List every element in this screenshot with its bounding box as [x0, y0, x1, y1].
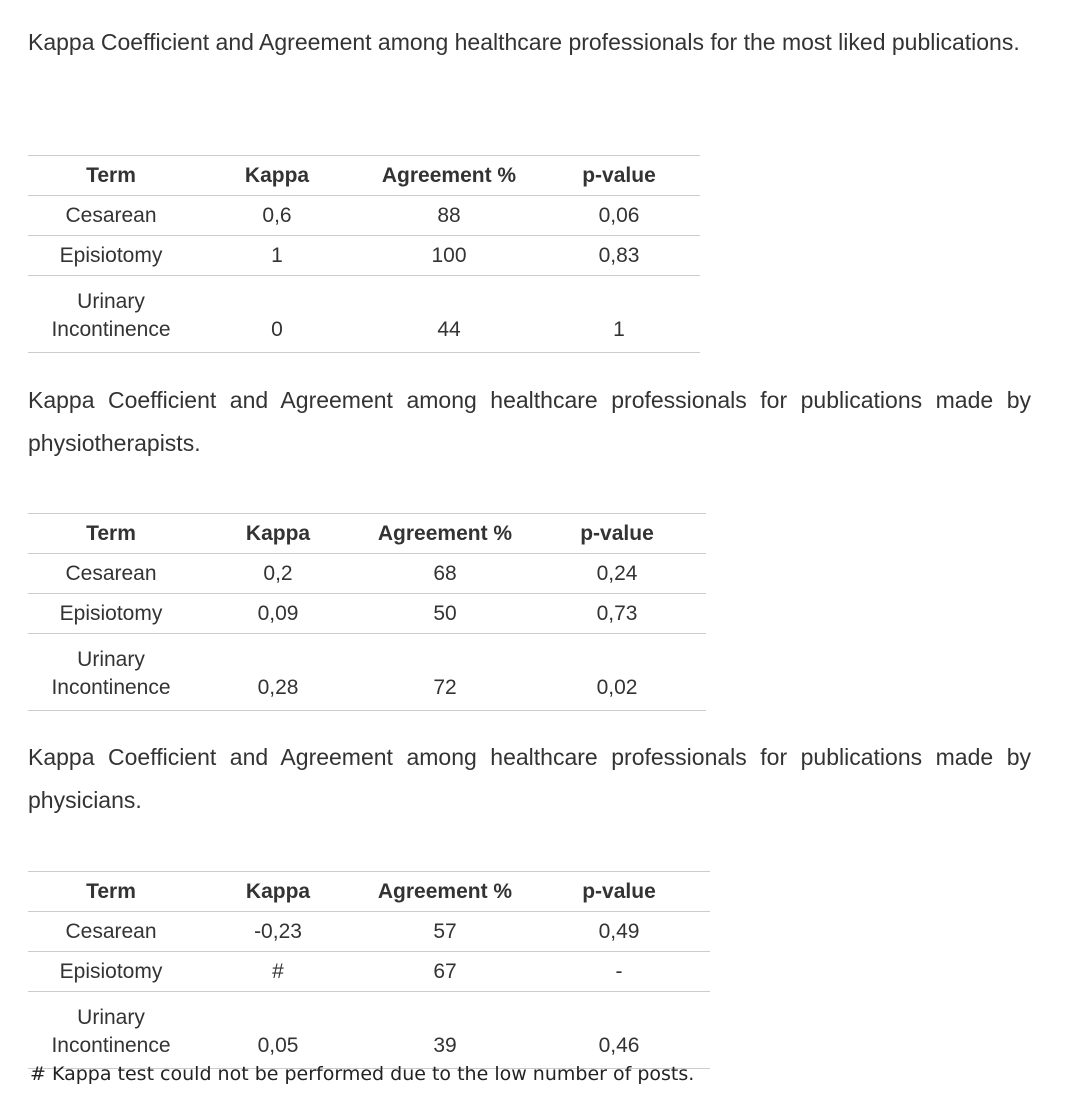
table-row: [28, 554, 706, 594]
cell-term: Episiotomy: [28, 594, 194, 634]
table-row: [28, 912, 710, 952]
cell-term: [28, 276, 194, 353]
cell-term: [28, 992, 194, 1069]
cell-kappa: #: [194, 952, 362, 992]
term-line-2: Incontinence: [51, 1034, 171, 1057]
table-row: [28, 276, 700, 353]
cell-pvalue: 0,49: [528, 912, 710, 952]
header-pvalue: p-value: [538, 156, 700, 196]
cell-pvalue: 0,46: [528, 992, 710, 1069]
header-agreement: Agreement %: [360, 156, 538, 196]
cell-kappa: 0,05: [194, 992, 362, 1069]
cell-agreement: 100: [360, 236, 538, 276]
cell-term: Cesarean: [28, 912, 194, 952]
header-kappa: Kappa: [194, 514, 362, 554]
cell-pvalue: 1: [538, 276, 700, 353]
header-term: Term: [28, 156, 194, 196]
header-kappa: Kappa: [194, 156, 360, 196]
caption-physicians: Kappa Coefficient and Agreement among healthcare professionals for publications made by physicians.: [28, 744, 1031, 813]
table-row: [28, 236, 700, 276]
table-physicians: [28, 871, 710, 1069]
cell-agreement: 44: [360, 276, 538, 353]
cell-kappa: 0,28: [194, 634, 362, 711]
table-row: [28, 634, 706, 711]
cell-pvalue: 0,83: [538, 236, 700, 276]
table-physiotherapists: [28, 513, 706, 711]
cell-agreement: 39: [362, 992, 528, 1069]
header-agreement: Agreement %: [362, 872, 528, 912]
cell-kappa: -0,23: [194, 912, 362, 952]
header-pvalue: p-value: [528, 514, 706, 554]
cell-pvalue: -: [528, 952, 710, 992]
header-kappa: Kappa: [194, 872, 362, 912]
cell-agreement: 72: [362, 634, 528, 711]
cell-agreement: 67: [362, 952, 528, 992]
footnote: # Kappa test could not be performed due to the low number of posts.: [30, 1063, 695, 1085]
term-line-1: Urinary: [77, 290, 145, 313]
cell-agreement: 88: [360, 196, 538, 236]
table-row: [28, 196, 700, 236]
cell-agreement: 57: [362, 912, 528, 952]
term-line-2: Incontinence: [51, 318, 171, 341]
cell-kappa: 0: [194, 276, 360, 353]
header-agreement: Agreement %: [362, 514, 528, 554]
cell-pvalue: 0,02: [528, 634, 706, 711]
header-term: Term: [28, 872, 194, 912]
caption-physiotherapists: Kappa Coefficient and Agreement among healthcare professionals for publications made by physiotherapists.: [28, 387, 1031, 456]
cell-pvalue: 0,73: [528, 594, 706, 634]
table-most-liked: [28, 155, 700, 353]
cell-term: Cesarean: [28, 196, 194, 236]
term-line-2: Incontinence: [51, 676, 171, 699]
cell-kappa: 0,09: [194, 594, 362, 634]
cell-agreement: 68: [362, 554, 528, 594]
cell-kappa: 0,6: [194, 196, 360, 236]
cell-term: Cesarean: [28, 554, 194, 594]
cell-pvalue: 0,24: [528, 554, 706, 594]
cell-pvalue: 0,06: [538, 196, 700, 236]
term-line-1: Urinary: [77, 648, 145, 671]
table-row: [28, 594, 706, 634]
cell-kappa: 0,2: [194, 554, 362, 594]
table-row: [28, 992, 710, 1069]
header-pvalue: p-value: [528, 872, 710, 912]
table-header-row: [28, 156, 700, 196]
table-row: [28, 952, 710, 992]
table-header-row: [28, 514, 706, 554]
cell-agreement: 50: [362, 594, 528, 634]
cell-term: [28, 634, 194, 711]
table-header-row: [28, 872, 710, 912]
cell-term: Episiotomy: [28, 236, 194, 276]
header-term: Term: [28, 514, 194, 554]
cell-term: Episiotomy: [28, 952, 194, 992]
cell-kappa: 1: [194, 236, 360, 276]
caption-most-liked: Kappa Coefficient and Agreement among healthcare professionals for the most liked publications.: [28, 29, 1020, 55]
term-line-1: Urinary: [77, 1006, 145, 1029]
